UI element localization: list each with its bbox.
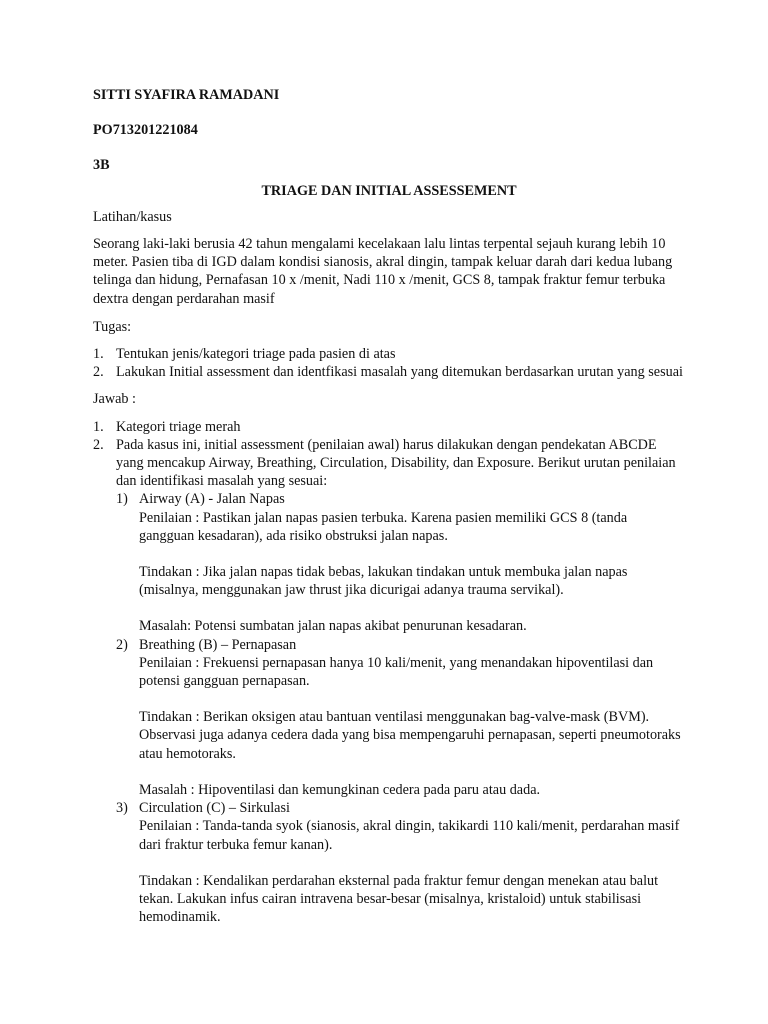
step-masalah: Masalah: Potensi sumbatan jalan napas akibat penurunan kesadaran. xyxy=(139,618,527,635)
tasks-list xyxy=(93,345,685,381)
list-number: 2. xyxy=(93,436,104,453)
list-item-text: Kategori triage merah xyxy=(116,418,241,435)
step-number: 1) xyxy=(116,491,128,508)
step-penilaian: Penilaian : Frekuensi pernapasan hanya 10 kali/menit, yang menandakan hipoventilasi dan potensi gangguan pernapasan. xyxy=(139,654,654,690)
step-breathing xyxy=(116,636,685,799)
tasks-label: Tugas: xyxy=(93,318,132,335)
step-number: 3) xyxy=(116,800,128,817)
step-number: 2) xyxy=(116,636,128,653)
step-heading: Circulation (C) – Sirkulasi xyxy=(139,800,290,817)
answer-list xyxy=(93,418,685,927)
step-masalah: Masalah : Hipoventilasi dan kemungkinan cedera pada paru atau dada. xyxy=(139,781,541,798)
student-name: SITTI SYAFIRA RAMADANI xyxy=(93,87,280,103)
step-heading: Breathing (B) – Pernapasan xyxy=(139,636,297,653)
list-item-text: Lakukan Initial assessment dan identfikasi masalah yang ditemukan berdasarkan urutan yang sesuai xyxy=(116,364,683,381)
student-class: 3B xyxy=(93,157,110,174)
step-penilaian: Penilaian : Pastikan jalan napas pasien terbuka. Karena pasien memiliki GCS 8 (tanda gangguan kesadaran), ada risiko obstruksi jalan napas. xyxy=(139,509,628,544)
spacer xyxy=(139,690,685,708)
list-number: 1. xyxy=(93,346,104,363)
document-title: TRIAGE DAN INITIAL ASSESSEMENT xyxy=(261,182,517,199)
step-tindakan: Tindakan : Kendalikan perdarahan eksternal pada fraktur femur dengan menekan atau balut tekan. Lakukan infus cairan intravena besar-besar (misalnya, kristaloid) untuk stabilisasi hemodinamik. xyxy=(139,872,659,926)
case-paragraph: Seorang laki-laki berusia 42 tahun mengalami kecelakaan lalu lintas terpental sejauh kurang lebih 10 meter. Pasien tiba di IGD dalam kondisi sianosis, akral dingin, tampak keluar darah dari kedua lubang telinga dan hidung, Pernafasan 10 x /menit, Nadi 110 x /menit, GCS 8, tampak fraktur femur terbuka dextra dengan perdarahan masif xyxy=(93,236,673,307)
step-heading: Airway (A) - Jalan Napas xyxy=(139,491,285,508)
list-item xyxy=(93,418,685,436)
spacer xyxy=(139,854,685,872)
list-number: 2. xyxy=(93,364,104,381)
step-airway xyxy=(116,490,685,635)
list-item xyxy=(93,345,685,363)
step-penilaian: Penilaian : Tanda-tanda syok (sianosis, akral dingin, takikardi 110 kali/menit, perdarahan masif dari fraktur terbuka femur kanan). xyxy=(139,818,680,853)
answer-label: Jawab : xyxy=(93,391,136,408)
section-label: Latihan/kasus xyxy=(93,208,172,225)
abcde-steps-list xyxy=(116,490,685,926)
spacer xyxy=(139,763,685,781)
document-page xyxy=(93,86,685,935)
step-tindakan: Tindakan : Berikan oksigen atau bantuan ventilasi menggunakan bag-valve-mask (BVM). Observasi juga adanya cedera dada yang bisa mempengaruhi pernapasan, seperti pneumotoraks atau hemotoraks. xyxy=(139,709,681,762)
step-circulation xyxy=(116,799,685,926)
step-tindakan: Tindakan : Jika jalan napas tidak bebas, lakukan tindakan untuk membuka jalan napas (misalnya, menggunakan jaw thrust jika dicurigai adanya trauma servikal). xyxy=(139,564,628,599)
list-item-text: Tentukan jenis/kategori triage pada pasien di atas xyxy=(116,346,396,363)
student-id: PO713201221084 xyxy=(93,122,198,139)
list-item xyxy=(93,436,685,926)
spacer xyxy=(139,545,685,563)
list-item xyxy=(93,363,685,381)
list-number: 1. xyxy=(93,418,104,435)
spacer xyxy=(139,599,685,617)
list-item-text: Pada kasus ini, initial assessment (penilaian awal) harus dilakukan dengan pendekatan ABCDE yang mencakup Airway, Breathing, Circulation, Disability, dan Exposure. Berikut urutan penilaian dan identifikasi masalah yang sesuai: xyxy=(116,436,676,490)
